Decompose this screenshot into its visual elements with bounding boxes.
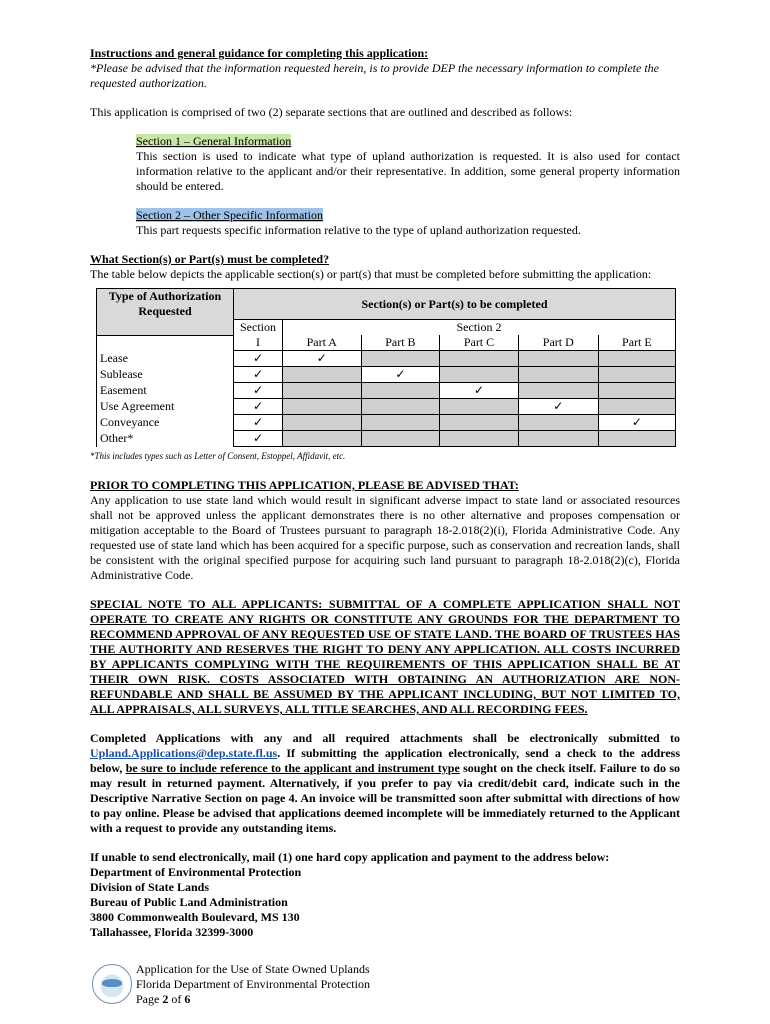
upland-email-link[interactable]: Upland.Applications@dep.state.fl.us [90,746,278,760]
part-b-header: Part B [361,335,440,351]
empty-cell [361,351,440,367]
table-footnote: *This includes types such as Letter of Consent, Estoppel, Affidavit, etc. [90,451,346,461]
prior-heading: PRIOR TO COMPLETING THIS APPLICATION, PLEASE BE ADVISED THAT: [90,478,519,492]
section-1-block [136,134,680,194]
what-sections-text: The table below depicts the applicable section(s) or part(s) that must be completed before submitting the application: [90,267,652,281]
page-current: 2 [162,992,169,1006]
mail-address-block [90,850,680,940]
empty-cell [440,431,519,447]
empty-cell [598,431,675,447]
section-2-title: Section 2 – Other Specific Information [136,208,323,222]
part-c-header: Part C [440,335,519,351]
completed-part-2: . If submitting the application electronically, send a check to the address below, [90,746,680,775]
page-prefix: Page [136,992,163,1006]
part-d-header: Part D [518,335,598,351]
empty-cell [283,399,362,415]
special-note: SPECIAL NOTE TO ALL APPLICANTS: SUBMITTAL OF A COMPLETE APPLICATION SHALL NOT OPERATE TO CREATE ANY RIGHTS OR CONSTITUTE ANY GROUNDS FOR THE DEPARTMENT TO RECOMMEND APPROVAL OF ANY REQUESTED USE OF STATE LAND. THE BOARD OF TRUSTEES HAS THE AUTHORITY AND RESERVES THE RIGHT TO DENY ANY APPLICATION. ALL COSTS INCURRED BY APPLICANTS COMPLYING WITH THE REQUIREMENTS OF THIS APPLICATION SHALL BE AT THEIR OWN RISK. COSTS ASSOCIATED WITH OBTAINING AN AUTHORIZATION ARE NON-REFUNDABLE AND SHALL BE ASSUMED BY THE APPLICANT INCLUDING, BUT NOT LIMITED TO, ALL APPRAISALS, ALL SURVEYS, ALL TITLE SEARCHES, AND ALL RECORDING FEES. [90,597,680,716]
check-mark-icon: ✓ [234,367,283,383]
address-line: 3800 Commonwealth Boulevard, MS 130 [90,910,300,924]
completed-applications-text [90,731,680,836]
empty-cell [440,367,519,383]
prior-text: Any application to use state land which would result in significant adverse impact to state land or associated resources shall not be approved unless the applicant demonstrates there is no other alternative and proposes compensation or mitigation acceptable to the Board of Trustees pursuant to paragraph 18-2.018(2)(i), Florida Administrative Code. Any requested use of state land which has been acquired for a specific purpose, such as conservation and recreation lands, shall be consistent with the original specified purpose for acquiring such land pursuant to paragraph 18-2.018(2)(c), Florida Administrative Code. [90,493,680,582]
section-1-col-header: Section I [234,320,283,351]
table-row [97,367,676,383]
check-mark-icon: ✓ [283,351,362,367]
page-of: of [168,992,185,1006]
empty-cell [440,415,519,431]
mail-intro: If unable to send electronically, mail (1) one hard copy application and payment to the address below: [90,850,610,864]
document-page [90,46,680,940]
address-line: Department of Environmental Protection [90,865,302,879]
page-total: 6 [184,992,191,1006]
empty-cell [598,351,675,367]
authorization-type-cell: Sublease [97,367,234,383]
empty-cell [440,351,519,367]
empty-cell [518,367,598,383]
check-mark-icon: ✓ [361,367,440,383]
empty-cell [361,431,440,447]
section-1-text: This section is used to indicate what type of upland authorization is requested. It is also used for contact information relative to the applicant and/or their representative. In addition, some general property information should be entered. [136,149,680,193]
authorization-type-cell: Use Agreement [97,399,234,415]
table-row [97,415,676,431]
empty-cell [598,383,675,399]
page-number [136,992,370,1007]
empty-cell [283,415,362,431]
dep-seal-logo [92,964,132,1004]
authorization-type-cell: Easement [97,383,234,399]
completed-underlined: be sure to include reference to the applicant and instrument type [125,761,460,775]
table-row [97,399,676,415]
empty-cell [283,367,362,383]
address-line: Division of State Lands [90,880,210,894]
footer-text [136,962,370,1007]
empty-cell [283,383,362,399]
col-type-header: Type of Authorization Requested [97,289,234,336]
empty-cell [598,367,675,383]
check-mark-icon: ✓ [234,431,283,447]
authorization-type-cell: Lease [97,351,234,367]
empty-cell [440,399,519,415]
page-footer [92,960,492,1020]
authorization-table [96,288,676,447]
check-mark-icon: ✓ [234,415,283,431]
check-mark-icon: ✓ [518,399,598,415]
footer-line-1: Application for the Use of State Owned Uplands [136,962,370,976]
empty-cell [518,351,598,367]
authorization-type-cell: Conveyance [97,415,234,431]
table-spacer-cell [97,335,234,351]
empty-cell [361,399,440,415]
empty-cell [283,431,362,447]
comprised-text: This application is comprised of two (2) separate sections that are outlined and described as follows: [90,105,573,119]
check-mark-icon: ✓ [234,351,283,367]
col-parts-header: Section(s) or Part(s) to be completed [234,289,676,320]
empty-cell [518,431,598,447]
completed-part-3: sought on the check itself. Failure to do so may result in returned payment. Alternatively, if you prefer to pay via credit/debit card, indicate such in the Descriptive Narrative Section on page 4. An invoice will be transmitted soon after submittal with directions of how to pay online. Please be advised that applications deemed incomplete will be immediately returned to the Applicant with a request to provide any outstanding items. [90,761,680,835]
part-e-header: Part E [598,335,675,351]
check-mark-icon: ✓ [234,383,283,399]
empty-cell [361,415,440,431]
check-mark-icon: ✓ [598,415,675,431]
part-a-header: Part A [283,335,362,351]
authorization-type-cell: Other* [97,431,234,447]
check-mark-icon: ✓ [440,383,519,399]
instructions-heading: Instructions and general guidance for completing this application: [90,46,429,60]
section-2-block [136,208,680,238]
footer-line-2: Florida Department of Environmental Protection [136,977,370,991]
check-mark-icon: ✓ [234,399,283,415]
what-sections-heading: What Section(s) or Part(s) must be completed? [90,252,330,266]
address-line: Bureau of Public Land Administration [90,895,288,909]
empty-cell [518,415,598,431]
empty-cell [361,383,440,399]
table-row [97,383,676,399]
section-2-text: This part requests specific information relative to the type of upland authorization requested. [136,223,581,237]
empty-cell [598,399,675,415]
section-1-title: Section 1 – General Information [136,134,292,148]
authorization-rows [97,351,676,447]
address-line: Tallahassee, Florida 32399-3000 [90,925,254,939]
table-row [97,351,676,367]
completed-part-1: Completed Applications with any and all required attachments shall be electronically submitted to [90,731,680,745]
empty-cell [518,383,598,399]
section-2-col-header: Section 2 [283,320,676,336]
advisory-note: *Please be advised that the information requested herein, is to provide DEP the necessary information to complete the requested authorization. [90,61,659,90]
table-row [97,431,676,447]
